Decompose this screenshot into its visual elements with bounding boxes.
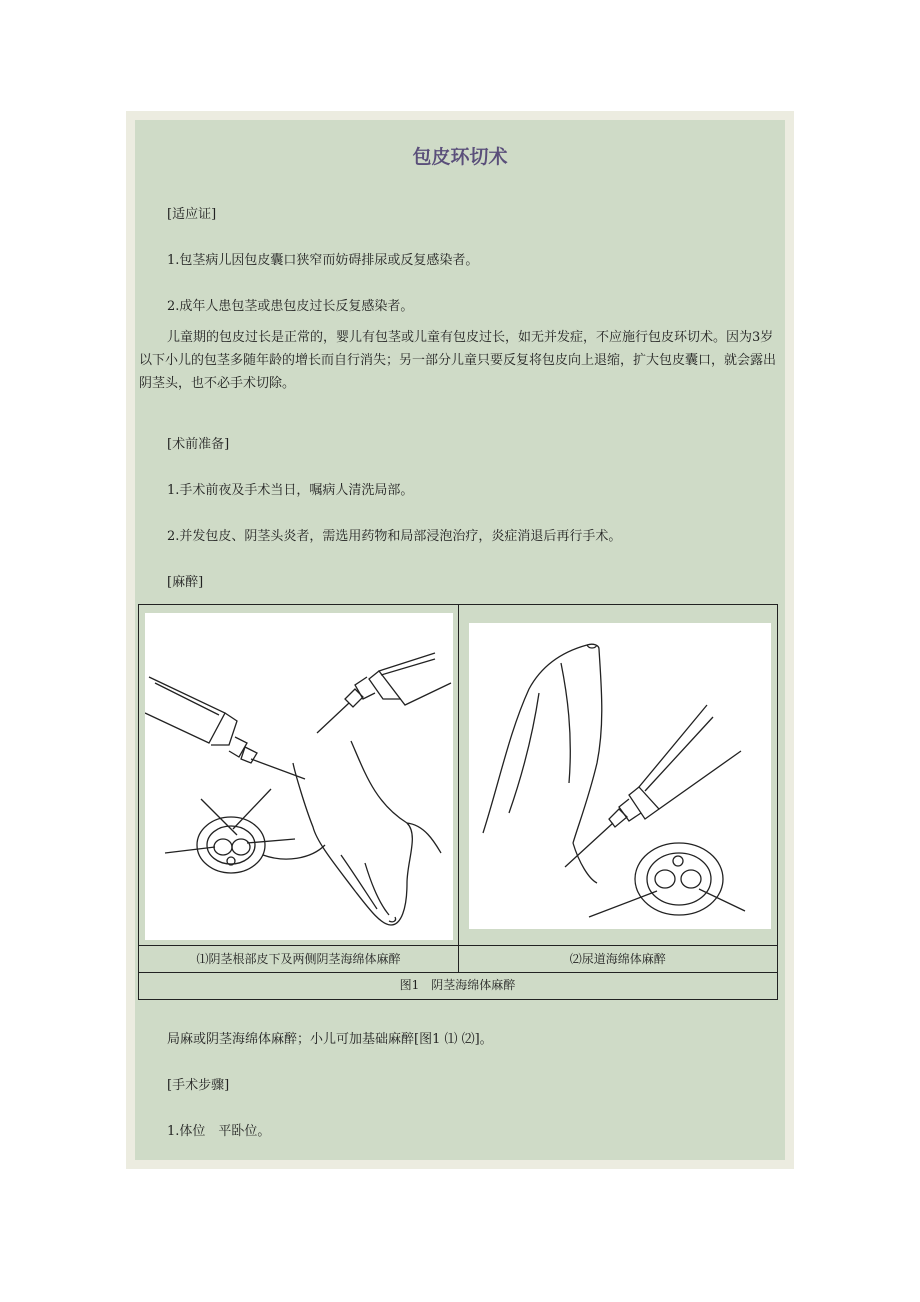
- prep-1: 1.手术前夜及手术当日，嘱病人清洗局部。: [167, 483, 414, 498]
- illustration-urethral-injection: [469, 623, 771, 929]
- steps-heading: [手术步骤]: [167, 1078, 230, 1093]
- figure-caption: 图1 阴茎海绵体麻醉: [399, 978, 516, 992]
- prep-heading: [术前准备]: [167, 437, 230, 452]
- page-frame: [126, 111, 794, 1169]
- caption-1: ⑴阴茎根部皮下及两侧阴茎海绵体麻醉: [139, 946, 459, 973]
- figure-cell-1: [139, 605, 459, 946]
- step-1: 1.体位 平卧位。: [167, 1124, 271, 1139]
- anesthesia-text: 局麻或阴茎海绵体麻醉；小儿可加基础麻醉[图1 ⑴ ⑵]。: [167, 1032, 493, 1047]
- note-paragraph: 儿童期的包皮过长是正常的，婴儿有包茎或儿童有包皮过长，如无并发症，不应施行包皮环切术。因为3岁以下小儿的包茎多随年龄的增长而自行消失；另一部分儿童只要反复将包皮向上退缩，扩大包皮囊口，就会露出阴茎头，也不必手术切除。: [139, 330, 777, 391]
- figure-cell-2: [459, 605, 777, 946]
- illustration-penile-base-injection: [145, 613, 453, 940]
- figure-table: [138, 604, 778, 1000]
- indication-1: 1.包茎病儿因包皮囊口狭窄而妨碍排尿或反复感染者。: [167, 253, 479, 268]
- indications-heading: [适应证]: [167, 207, 217, 222]
- caption-2: ⑵尿道海绵体麻醉: [459, 946, 777, 973]
- prep-2: 2.并发包皮、阴茎头炎者，需选用药物和局部浸泡治疗，炎症消退后再行手术。: [167, 529, 622, 544]
- anesthesia-heading: [麻醉]: [167, 575, 204, 590]
- content-panel: [135, 120, 785, 1160]
- page-title: 包皮环切术: [412, 146, 508, 168]
- indication-2: 2.成年人患包茎或患包皮过长反复感染者。: [167, 299, 414, 314]
